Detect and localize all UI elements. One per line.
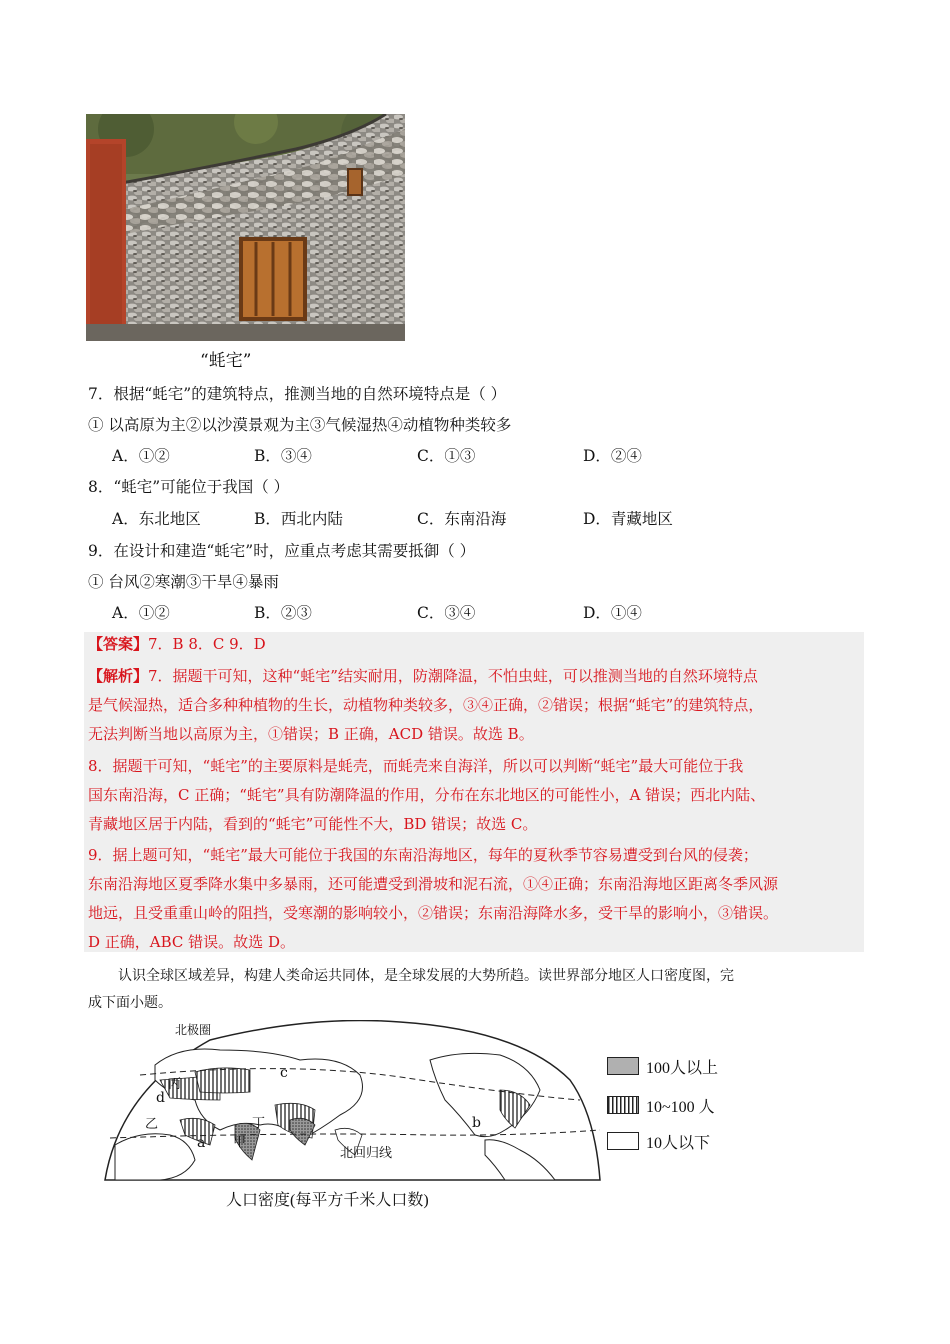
q8-stem: 8．“蚝宅”可能位于我国（ ）: [88, 478, 290, 496]
analysis-line-6: 青藏地区居于内陆，看到的“蚝宅”可能性不大，BD 错误；故选 C。: [88, 815, 538, 833]
analysis-line-7: 9．据上题可知，“蚝宅”最大可能位于我国的东南沿海地区，每年的夏秋季节容易遭受到台风的侵袭；: [88, 846, 758, 864]
q9-option-b[interactable]: B．②③: [254, 604, 312, 622]
analysis-line-10: D 正确，ABC 错误。故选 D。: [88, 933, 295, 951]
intro-line-1: 认识全球区域差异，构建人类命运共同体，是全球发展的大势所趋。读世界部分地区人口密度图，完: [118, 968, 734, 984]
q9-option-c[interactable]: C．③④: [417, 604, 476, 622]
q7-option-c[interactable]: C．①③: [417, 447, 476, 465]
analysis-text: 7．据题干可知，这种“蚝宅”结实耐用，防潮降温，不怕虫蛀，可以推测当地的自然环境特点: [148, 667, 758, 685]
q7-stem: 7．根据“蚝宅”的建筑特点，推测当地的自然环境特点是（ ）: [88, 385, 507, 403]
q8-option-d[interactable]: D．青藏地区: [583, 510, 673, 528]
answer-tag: 【答案】: [88, 635, 149, 653]
q8-option-a[interactable]: A．东北地区: [112, 510, 201, 528]
map-caption: 人口密度(每平方千米人口数): [226, 1192, 429, 1209]
intro-line-2: 成下面小题。: [88, 995, 172, 1011]
analysis-line-8: 东南沿海地区夏季降水集中多暴雨，还可能遭受到滑坡和泥石流，①④正确；东南沿海地区距离冬季风源: [88, 875, 779, 893]
q7-option-d[interactable]: D．②④: [583, 447, 642, 465]
legend-label-high: 100人以上: [646, 1060, 719, 1077]
analysis-line-4: 8．据题干可知，“蚝宅”的主要原料是蚝壳，而蚝壳来自海洋，所以可以判断“蚝宅”最大可能位于我: [88, 757, 744, 775]
legend-swatch-high: [607, 1057, 639, 1075]
legend-label-low: 10人以下: [646, 1135, 711, 1152]
label-c: c: [280, 1065, 288, 1081]
legend-swatch-mid: [607, 1096, 639, 1114]
q9-items: ① 台风②寒潮③干旱④暴雨: [88, 573, 279, 591]
label-a: a: [197, 1135, 206, 1151]
analysis-line-3: 无法判断当地以高原为主，①错误；B 正确，ACD 错误。故选 B。: [88, 725, 534, 743]
q7-items: ① 以高原为主②以沙漠景观为主③气候湿热④动植物种类较多: [88, 416, 512, 434]
label-b: b: [472, 1115, 481, 1131]
label-arctic: 北极圈: [175, 1023, 212, 1037]
label-tropic: 北回归线: [340, 1146, 393, 1161]
oyster-house-photo: [86, 114, 405, 341]
label-jia: 甲: [233, 1135, 247, 1150]
label-yi: 乙: [145, 1117, 159, 1132]
analysis-tag: 【解析】: [88, 667, 149, 685]
q9-option-a[interactable]: A．①②: [112, 604, 170, 622]
legend-swatch-low: [607, 1132, 639, 1150]
q9-option-d[interactable]: D．①④: [583, 604, 642, 622]
q8-option-b[interactable]: B．西北内陆: [254, 510, 343, 528]
label-bing: 丙: [168, 1077, 182, 1092]
analysis-line-2: 是气候湿热，适合多种种植物的生长，动植物种类较多，③④正确，②错误；根据“蚝宅”的建筑特点，: [88, 696, 764, 714]
q9-stem: 9．在设计和建造“蚝宅”时，应重点考虑其需要抵御（ ）: [88, 542, 476, 560]
answer-text: 7．B 8．C 9．D: [148, 635, 266, 653]
legend-label-mid: 10~100 人: [646, 1099, 715, 1116]
analysis-line-5: 国东南沿海，C 正确；“蚝宅”具有防潮降温的作用，分布在东北地区的可能性小，A 错误；西北内陆、: [88, 786, 766, 804]
analysis-line-1: [88, 666, 758, 686]
label-d: d: [156, 1090, 165, 1106]
answer-line: [88, 634, 266, 654]
population-density-map: [100, 1020, 610, 1185]
photo-caption: “蚝宅”: [200, 351, 252, 371]
q8-option-c[interactable]: C．东南沿海: [417, 510, 507, 528]
analysis-line-9: 地远，且受重重山岭的阻挡，受寒潮的影响较小，②错误；东南沿海降水多，受干旱的影响小，③错误。: [88, 904, 779, 922]
q7-option-b[interactable]: B．③④: [254, 447, 312, 465]
q7-option-a[interactable]: A．①②: [112, 447, 170, 465]
label-ding: 丁: [252, 1116, 266, 1131]
